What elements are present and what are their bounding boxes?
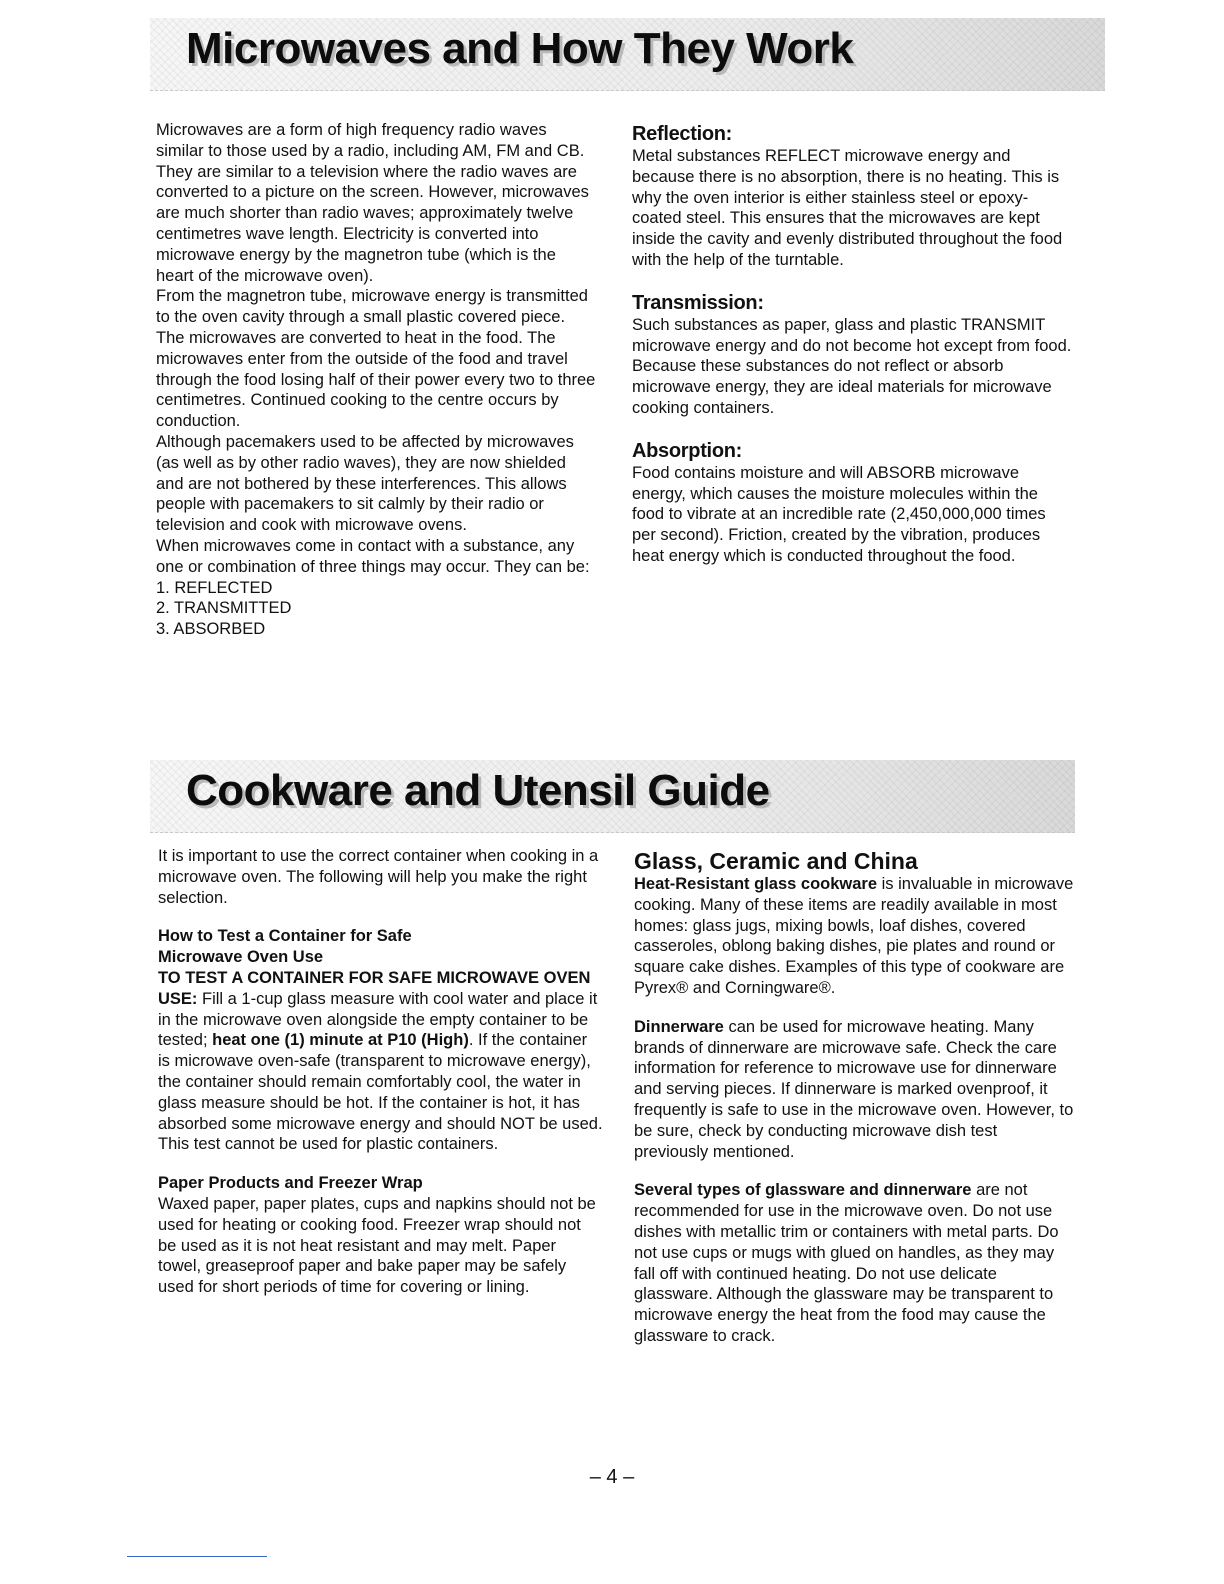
list-item: 1. REFLECTED	[156, 578, 273, 597]
list-item: 3. ABSORBED	[156, 620, 266, 639]
test-text: . If the container is microwave oven-safe (transparent to microwave energy), the container should remain comfortably cool, the water in glass measure should be hot. If the container is hot, it has absorbed some microwave energy and should NOT be used. This test cannot be used for plastic containers.	[158, 1031, 603, 1154]
microwaves-left-column	[156, 120, 596, 640]
glass-lead: Heat-Resistant glass cookware	[634, 875, 878, 893]
container-test-text	[158, 968, 603, 1155]
transmission-heading: Transmission:	[632, 291, 764, 314]
list-item: 2. TRANSMITTED	[156, 599, 292, 618]
paragraph: From the magnetron tube, microwave energy is transmitted to the oven cavity through a small plastic covered piece. The microwaves are converted to heat in the food. The microwaves enter from the outside of the food and travel through the food losing half of their power every two to three centimetres. Continued cooking to the centre occurs by conduction.	[156, 287, 596, 431]
cookware-right-column	[634, 848, 1074, 1347]
section-banner-cookware	[150, 760, 1075, 833]
dinnerware-lead: Dinnerware	[634, 1017, 724, 1036]
cookware-left-column	[158, 846, 603, 1298]
paragraph: Microwaves are a form of high frequency radio waves similar to those used by a radio, including AM, FM and CB. They are similar to a television where the radio waves are converted to a picture on the screen. However, microwaves are much shorter than radio waves; approximately twelve centimetres wave length. Electricity is converted into microwave energy by the magnetron tube (which is the heart of the microwave oven).	[156, 121, 589, 285]
intro-text: It is important to use the correct container when cooking in a microwave oven. The following will help you make the right selection.	[158, 847, 599, 907]
glass-body: is invaluable in microwave cooking. Many of these items are readily available in most homes: glass jugs, mixing bowls, loaf dishes, covered casseroles, oblong baking dishes, pie plates and round or square cake dishes. Examples of this type of cookware are Pyrex® and Corningware®.	[634, 875, 1074, 997]
section-title-microwaves: Microwaves and How They Work	[186, 24, 854, 73]
page-number: – 4 –	[589, 1466, 635, 1488]
divider	[127, 1556, 267, 1557]
test-lead: TO TEST A CONTAINER FOR SAFE MICROWAVE OVEN USE:	[158, 968, 591, 1008]
paper-heading: Paper Products and Freezer Wrap	[158, 1174, 423, 1193]
glassware-lead: Several types of glassware and dinnerware	[634, 1181, 972, 1200]
paper-text: Waxed paper, paper plates, cups and napkins should not be used for heating or cooking food. Freezer wrap should not be used as it is not heat resistant and may melt. Paper towel, greaseproof paper and bake paper may be safely used for short periods of time for covering or lining.	[158, 1194, 596, 1297]
transmission-text: Such substances as paper, glass and plastic TRANSMIT microwave energy and do not become hot except from food. Because these substances do not reflect or absorb microwave energy, they are ideal materials for microwave cooking containers.	[632, 315, 1072, 417]
section-title-cookware: Cookware and Utensil Guide	[186, 766, 770, 815]
glass-heading: Glass, Ceramic and China	[634, 848, 918, 874]
test-heading: How to Test a Container for Safe	[158, 927, 412, 946]
test-bold: heat one (1) minute at P10 (High)	[212, 1031, 469, 1050]
reflection-heading: Reflection:	[632, 123, 733, 145]
test-heading: Microwave Oven Use	[158, 948, 324, 967]
absorption-heading: Absorption:	[632, 439, 743, 462]
test-text: Fill a 1-cup glass measure with cool water and place it in the microwave oven alongside the empty container to be tested;	[158, 989, 598, 1050]
glassware-warning-text	[634, 1180, 1074, 1346]
reflection-text: Metal substances REFLECT microwave energy and because there is no absorption, there is no heating. This is why the oven interior is either stainless steel or epoxy-coated steel. This ensures that the microwaves are kept inside the cavity and evenly distributed throughout the food with the help of the turntable.	[632, 147, 1063, 269]
absorption-text: Food contains moisture and will ABSORB microwave energy, which causes the moisture molecules within the food to vibrate at an incredible rate (2,450,000,000 times per second). Friction, created by the vibration, produces heat energy which is conducted throughout the food.	[632, 463, 1046, 565]
dinnerware-text	[634, 1017, 1074, 1163]
section-banner-microwaves	[150, 18, 1105, 91]
dinnerware-body: can be used for microwave heating. Many brands of dinnerware are microwave safe. Check the care information for reference to microwave use for dinnerware and serving pieces. If dinnerware is marked ovenproof, it frequently is safe to use in the microwave oven. However, to be sure, check by conducting microwave dish test previously mentioned.	[634, 1017, 1074, 1161]
paragraph: Although pacemakers used to be affected by microwaves (as well as by other radio waves), they are now shielded and are not bothered by these interferences. This allows people with pacemakers to sit calmly by their radio or television and cook with microwave ovens.	[156, 432, 574, 535]
glassware-body: are not recommended for use in the microwave oven. Do not use dishes with metallic trim or containers with metal parts. Do not use cups or mugs with glued on handles, as they may fall off with continued heating. Do not use delicate glassware. Although the glassware may be transparent to microwave energy the heat from the food may cause the glassware to crack.	[634, 1181, 1059, 1345]
paragraph: When microwaves come in contact with a substance, any one or combination of three things may occur. They can be:	[156, 536, 590, 576]
glass-text	[634, 874, 1074, 999]
microwaves-right-column	[632, 122, 1072, 567]
